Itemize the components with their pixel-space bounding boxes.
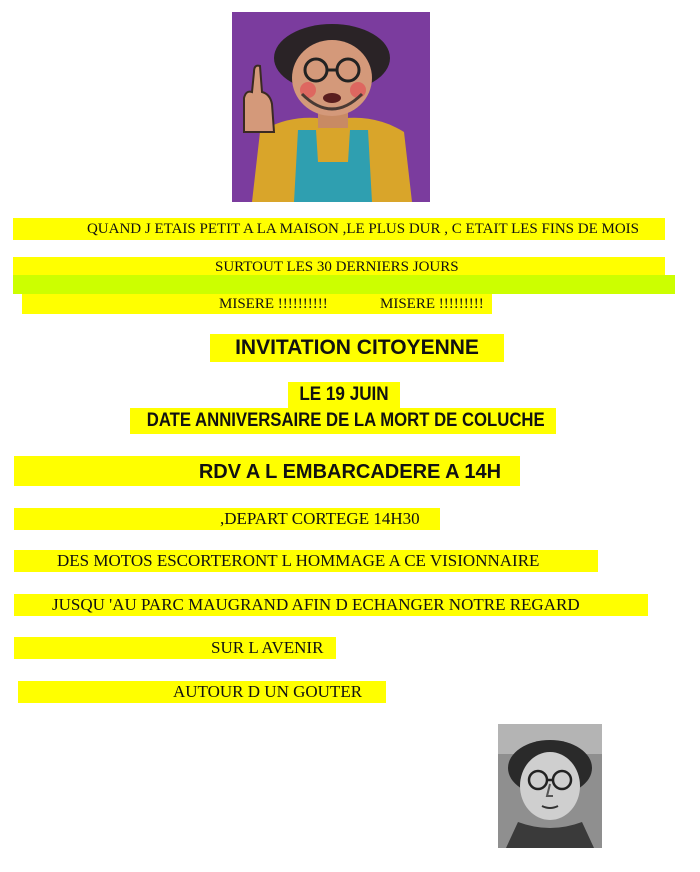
depart-line: ,DEPART CORTEGE 14H30 xyxy=(220,509,420,528)
portrait-sketch-illustration xyxy=(498,724,602,848)
quote-line-3-left: MISERE !!!!!!!!!! xyxy=(219,296,328,312)
quote-line-1: QUAND J ETAIS PETIT A LA MAISON ,LE PLUS DUR , C ETAIT LES FINS DE MOIS xyxy=(86,221,640,237)
rdv-line: RDV A L EMBARCADERE A 14H xyxy=(198,461,502,483)
avenir-line: SUR L AVENIR xyxy=(211,638,324,657)
cartoon-face-illustration xyxy=(232,12,430,202)
bottom-portrait-image xyxy=(498,724,602,848)
parc-line: JUSQU 'AU PARC MAUGRAND AFIN D ECHANGER NOTRE REGARD xyxy=(52,595,580,614)
gouter-line: AUTOUR D UN GOUTER xyxy=(173,682,363,701)
top-portrait-image xyxy=(232,12,430,202)
quote-line-3-right: MISERE !!!!!!!!! xyxy=(380,296,484,312)
quote-line-2: SURTOUT LES 30 DERNIERS JOURS xyxy=(215,259,459,275)
anniversary-line: DATE ANNIVERSAIRE DE LA MORT DE COLUCHE xyxy=(146,410,545,431)
invitation-title: INVITATION CITOYENNE xyxy=(235,336,479,359)
motos-line: DES MOTOS ESCORTERONT L HOMMAGE A CE VISIONNAIRE xyxy=(57,551,540,570)
date-line: LE 19 JUIN xyxy=(299,384,389,405)
